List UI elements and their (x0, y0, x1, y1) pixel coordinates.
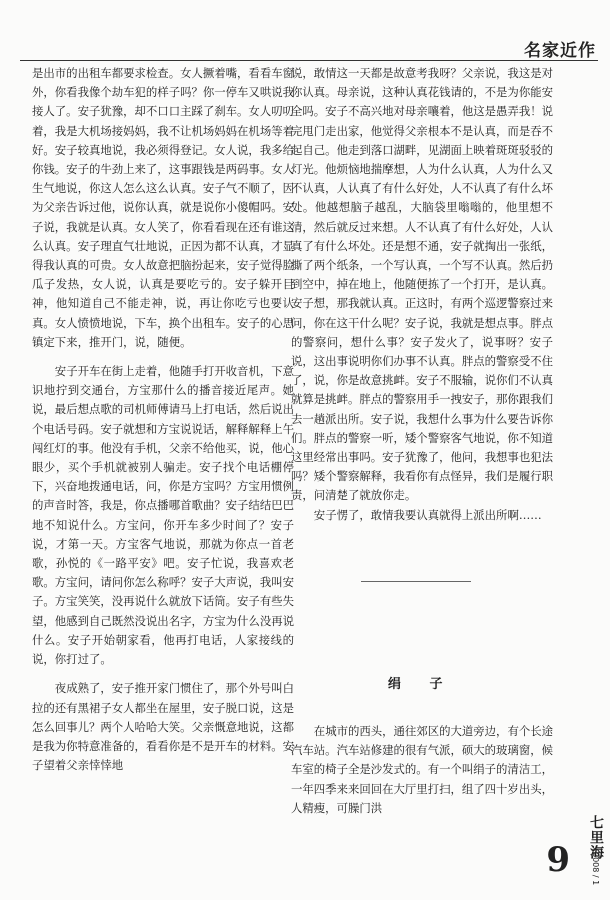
paragraph: 安子愣了，敢情我要认真就得上派出所啊…… (313, 507, 542, 522)
story-body (291, 722, 553, 818)
paragraph: 说，敢情这一天都是故意考我呀？父亲说，我这是对你认真。母亲说，这种认真花钱请的，不是为你能安全吗。安子不高兴地对母亲嚷着，他这是愚弄我！说完甩门走出家，他觉得父亲根本不是认真，而是吞不起自己。他走到落口湖畔，见湖面上映着斑斑驳驳的灯光。他烦恼地揣摩想，人为什么认真，人为什么又不认真，人认真了有什么好处，人不认真了有什么坏处。他越想脑子越乱，大脑袋里嗡嗡的，他里想不清，然后就反过来想。人不认真了有什么好处，人认真了有什么坏处。还是想不通，安子就掏出一张纸，撕了两个纸条，一个写认真，一个写不认真。然后扔到空中，掉在地上，他随便拣了一个打开，是认真。安子想，那我就认真。正这时，有两个巡逻警察过来问，你在这干什么呢？安子说，我就是想点事。胖点的警察问，想什么事？安子发火了，说事呀？安子说，这出事说明你们办事不认真。胖点的警察受不住了，说，你是故意挑衅。安子不服输，说你们不认真就算是挑衅。胖点的警察用手一拽安子，那你跟我们去一趟派出所。安子说，我想什么事为什么要告诉你们。胖点的警察一听，矮个警察客气地说，你不知道这里经常出事吗。安子犹豫了，他问，我想事也犯法吗？矮个警察解释，我看你有点怪异，我们是履行职责，问清楚了就放你走。 (291, 66, 553, 503)
magazine-name: 七里海 (588, 815, 604, 860)
story-separator (361, 581, 471, 582)
left-column (32, 64, 294, 775)
paragraph: 在城市的西头，通往郊区的大道旁边，有个长途汽车站。汽车站修建的很有气派，硕大的玻璃窗，候车室的椅子全是沙发式的。有一个叫绢子的清洁工，一年四季来来回回在大厅里打扫，组了四十岁出头，人精瘦，可臊门洪 (291, 724, 554, 815)
issue-label: 2008 / 1 (591, 852, 600, 886)
paragraph: 是出市的出租车都要求检查。女人撅着嘴，看看车窗外，你看我像个劫车犯的样子吗？你一停车又哄说我接人了。安子犹豫，却不口口主踩了刹车。女人叨叨着，我是大机场接妈妈，我不让机场妈妈在机场等着好。安子较真地说，我必须得登记。女人说，我多给你钱。安子的牛劲上来了，这事跟钱是两码事。女人生气地说，你这人怎么这么认真。安子气不顺了，因为父亲告诉过他，说你认真，就是说你小傻帽吗。安子说，我就是认真。女人笑了，你看看现在还有谁这么认真。安子理直气壮地说，正因为都不认真，才显得我认真的可贵。女人故意把脑扮起来，安子觉得脸瓜子发热，女人说，认真是要吃亏的。安子躲开目神，他知道自己不能走神，说，再让你吃亏也要认真。女人愤愤地说，下车，换个出租车。安子的心思镇定下来，推开门，说，随便。 (32, 66, 294, 349)
paragraph: 安子开车在街上走着，他随手打开收音机，下意识地拧到交通台，方宝那什么的播音接近尾声。她说，最后想点歌的司机师傅请马上打电话，然后说出个电话号码。安子就想和方宝说说话，解释解释上午闯红灯的事。他没有手机，父亲不给他买，说，他心眼少，买个手机就被别人骗走。安子找个电话棚停下，兴奋地拨通电话，问，你是方宝吗？方宝用惯例的声音时答，我是，你点播哪首歌曲？安子结结巴巴地不知说什么。方宝问，你开车多少时间了？安子说，才第一天。方宝客气地说，那就为你点一首老歌，孙悦的《一路平安》吧。安子忙说，我喜欢老歌。方宝问，请问你怎么称呼？安子大声说，我叫安子。方宝笑笑，没再说什么就放下话筒。安子有些失望，他感到自己既然没说出名字，方宝为什么没再说什么。安子开始朝家看，他再打电话，人家接线的说，你打过了。 (32, 364, 295, 667)
story-title: 绢 子 (388, 677, 455, 692)
paragraph: 夜成熟了，安子推开家门惯住了，那个外号叫白拉的还有黑裙子女人都坐在屋里，安子脱口说，这是怎么回事儿？两个人哈哈大笑。父亲慨意地说，这都是我为你特意准备的，看看你是不是开车的材料。安子望着父亲悻悻地 (32, 681, 295, 773)
right-column (291, 64, 553, 525)
page-number: 9 (546, 840, 570, 880)
section-title: 名家近作 (524, 41, 596, 61)
header-rule (20, 60, 598, 61)
